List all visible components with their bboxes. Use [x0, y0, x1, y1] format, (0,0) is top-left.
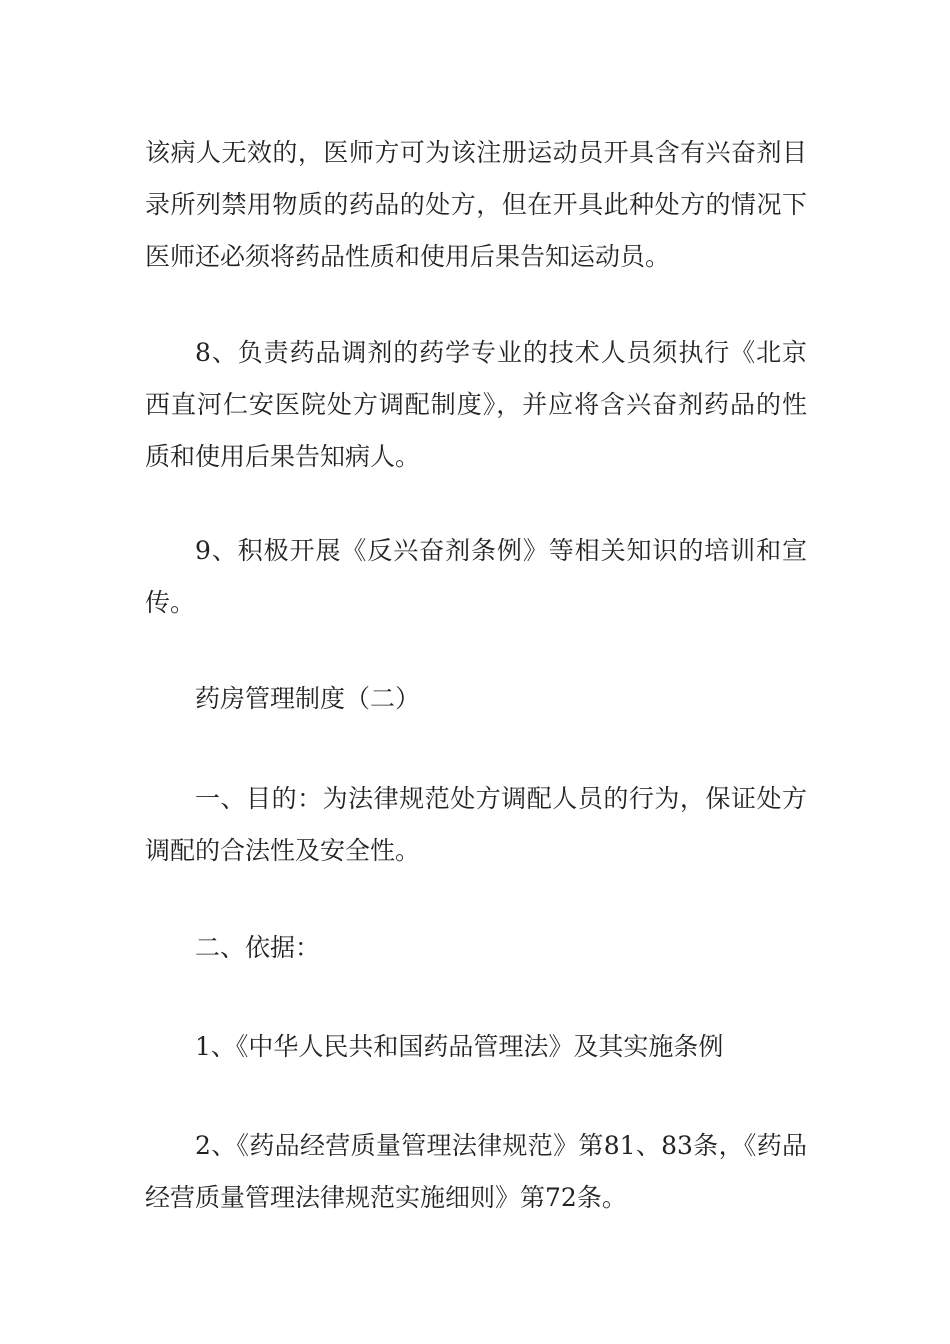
section-heading: 药房管理制度（二） — [195, 684, 421, 713]
paragraph-continuation: 该病人无效的，医师方可为该注册运动员开具含有兴奋剂目录所列禁用物质的药品的处方，但在开具此种处方的情况下医师还必须将药品性质和使用后果告知运动员。 — [145, 138, 807, 271]
paragraph-basis-item-2: 2、《药品经营质量管理法律规范》第81、83条，《药品经营质量管理法律规范实施细则》第72条。 — [145, 1131, 807, 1212]
paragraph-item-9: 9、积极开展《反兴奋剂条例》等相关知识的培训和宣传。 — [145, 536, 807, 617]
paragraph-basis-heading: 二、依据： — [195, 933, 321, 962]
paragraph-basis-item-1: 1、《中华人民共和国药品管理法》及其实施条例 — [195, 1032, 724, 1061]
paragraph-purpose: 一、目的：为法律规范处方调配人员的行为，保证处方调配的合法性及安全性。 — [145, 784, 807, 865]
paragraph-item-8: 8、负责药品调剂的药学专业的技术人员须执行《北京西直河仁安医院处方调配制度》，并应将含兴奋剂药品的性质和使用后果告知病人。 — [145, 338, 807, 471]
